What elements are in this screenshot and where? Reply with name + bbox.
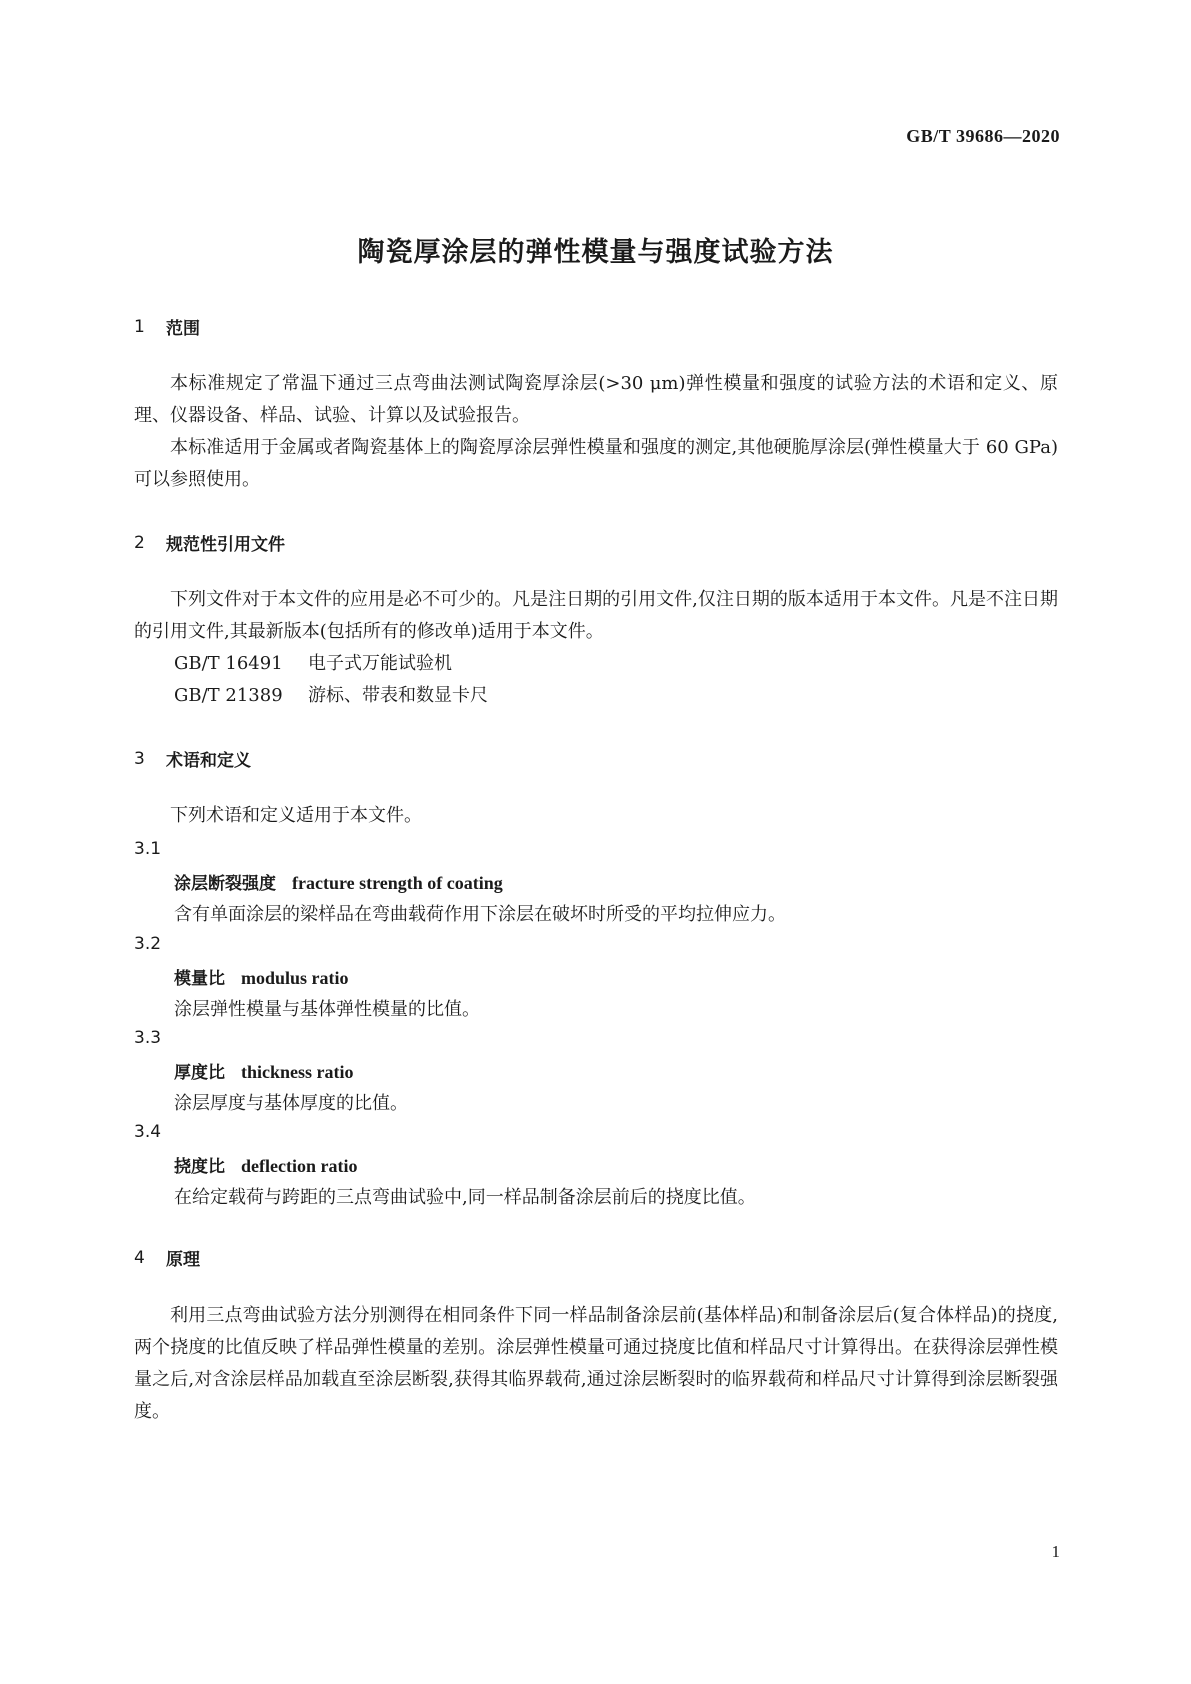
section-3-paragraph-1: 下列术语和定义适用于本文件。 bbox=[170, 805, 422, 826]
section-title: 范围 bbox=[166, 319, 200, 339]
term-en: thickness ratio bbox=[241, 1062, 354, 1082]
reference-code: GB/T 16491 bbox=[174, 653, 283, 674]
section-number: 2 bbox=[134, 532, 145, 553]
section-number: 1 bbox=[134, 316, 145, 337]
standard-code: GB/T 39686—2020 bbox=[906, 126, 1060, 146]
term-zh: 挠度比 bbox=[174, 1157, 225, 1177]
term-number: 3.1 bbox=[134, 839, 162, 859]
document-title: 陶瓷厚涂层的弹性模量与强度试验方法 bbox=[357, 237, 834, 268]
section-2-heading bbox=[134, 530, 285, 555]
reference-name: 游标、带表和数显卡尺 bbox=[308, 685, 488, 706]
section-4-paragraph-1: 利用三点弯曲试验方法分别测得在相同条件下同一样品制备涂层前(基体样品)和制备涂层后(复合体样品)的挠度,两个挠度的比值反映了样品弹性模量的差别。涂层弹性模量可通过挠度比值和样品尺寸计算得出。在获得涂层弹性模量之后,对含涂层样品加载直至涂层断裂,获得其临界载荷,通过涂层断裂时的临界载荷和样品尺寸计算得到涂层断裂强度。 bbox=[134, 1305, 1058, 1422]
section-4-heading bbox=[134, 1245, 200, 1270]
term-en: deflection ratio bbox=[241, 1156, 358, 1176]
term-definition: 在给定载荷与跨距的三点弯曲试验中,同一样品制备涂层前后的挠度比值。 bbox=[174, 1187, 756, 1208]
reference-name: 电子式万能试验机 bbox=[308, 653, 452, 674]
term-number: 3.3 bbox=[134, 1028, 162, 1048]
section-title: 术语和定义 bbox=[166, 751, 251, 771]
term-definition: 涂层厚度与基体厚度的比值。 bbox=[174, 1093, 408, 1114]
section-title: 规范性引用文件 bbox=[166, 535, 285, 555]
section-number: 3 bbox=[134, 748, 145, 769]
term-number: 3.2 bbox=[134, 934, 162, 954]
term-title bbox=[174, 869, 503, 894]
section-2-paragraph-1: 下列文件对于本文件的应用是必不可少的。凡是注日期的引用文件,仅注日期的版本适用于本文件。凡是不注日期的引用文件,其最新版本(包括所有的修改单)适用于本文件。 bbox=[134, 589, 1058, 642]
term-en: modulus ratio bbox=[241, 968, 349, 988]
reference-item bbox=[174, 648, 452, 680]
term-zh: 涂层断裂强度 bbox=[174, 874, 276, 894]
term-number: 3.4 bbox=[134, 1122, 162, 1142]
term-definition: 涂层弹性模量与基体弹性模量的比值。 bbox=[174, 999, 480, 1020]
term-title bbox=[174, 1152, 357, 1177]
reference-code: GB/T 21389 bbox=[174, 685, 283, 706]
term-zh: 厚度比 bbox=[174, 1063, 225, 1083]
section-1-heading bbox=[134, 314, 200, 339]
term-definition: 含有单面涂层的梁样品在弯曲载荷作用下涂层在破坏时所受的平均拉伸应力。 bbox=[174, 904, 786, 925]
term-zh: 模量比 bbox=[174, 969, 225, 989]
term-title bbox=[174, 1058, 354, 1083]
section-title: 原理 bbox=[166, 1250, 200, 1270]
term-title bbox=[174, 964, 349, 989]
reference-item bbox=[174, 680, 488, 712]
section-number: 4 bbox=[134, 1247, 145, 1268]
section-1-paragraph-1: 本标准规定了常温下通过三点弯曲法测试陶瓷厚涂层(>30 μm)弹性模量和强度的试验方法的术语和定义、原理、仪器设备、样品、试验、计算以及试验报告。 bbox=[134, 373, 1058, 426]
page-number: 1 bbox=[1051, 1542, 1060, 1561]
term-en: fracture strength of coating bbox=[292, 873, 503, 893]
section-1-paragraph-2: 本标准适用于金属或者陶瓷基体上的陶瓷厚涂层弹性模量和强度的测定,其他硬脆厚涂层(弹性模量大于 60 GPa)可以参照使用。 bbox=[134, 437, 1058, 490]
section-3-heading bbox=[134, 746, 251, 771]
